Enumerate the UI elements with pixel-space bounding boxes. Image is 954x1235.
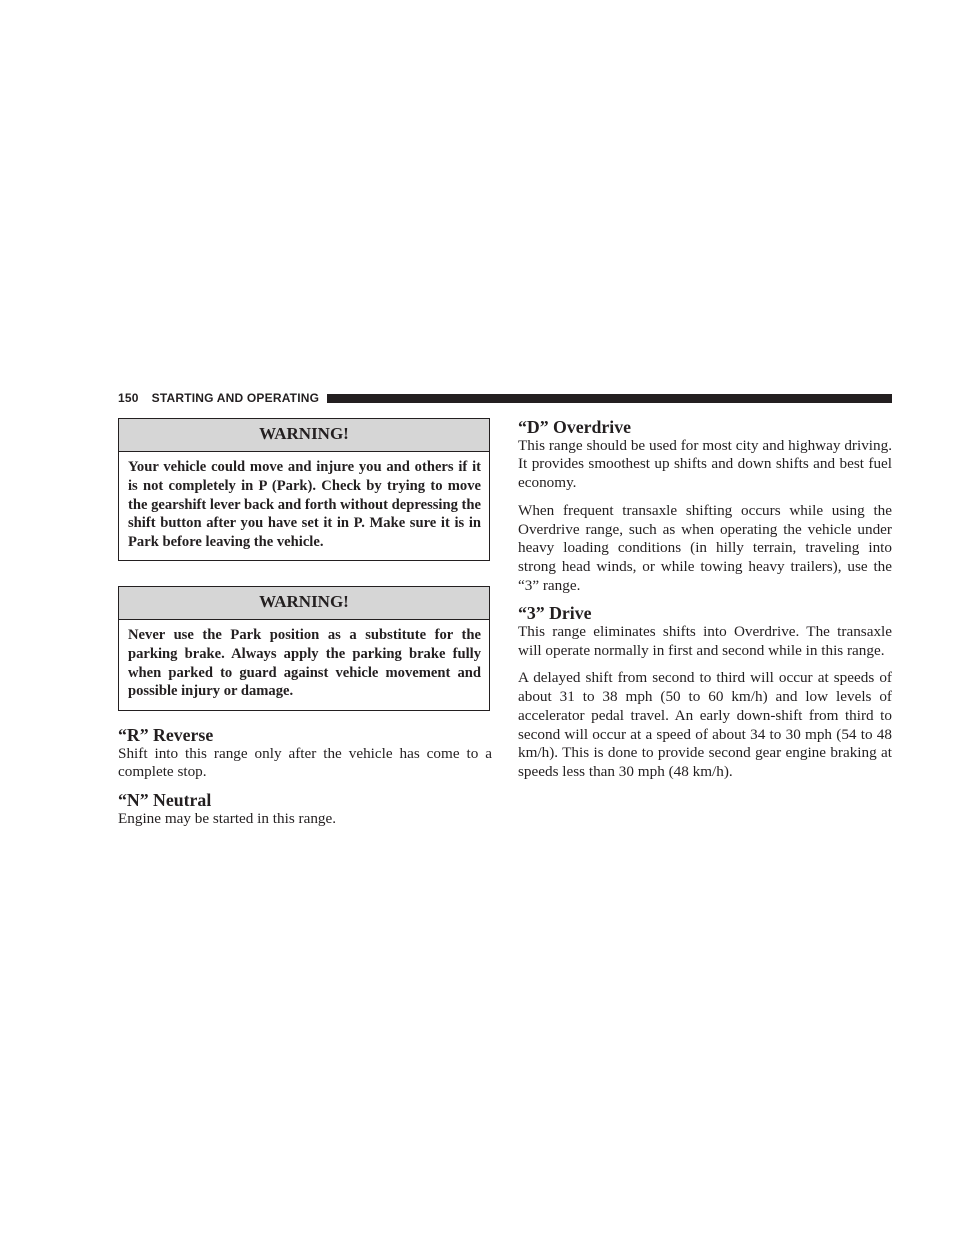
neutral-heading: “N” Neutral xyxy=(118,790,212,811)
warning-body: Never use the Park position as a substitute for the parking brake. Always apply the parking brake fully when parked to guard against vehicle movement and possible injury or damage. xyxy=(128,627,481,700)
page-number: 150 xyxy=(118,391,139,405)
overdrive-heading: “D” Overdrive xyxy=(518,417,631,437)
drive3-para-2: A delayed shift from second to third will occur at speeds of about 31 to 38 mph (50 to 60 km/h) and low levels of accelerator pedal travel. An early down-shift from third to second will occur at a speed of about 34 to 30 mph (54 to 48 km/h). This is done to provide second gear engine braking at speeds less than 30 mph (48 km/h). xyxy=(518,669,892,780)
reverse-heading: “R” Reverse xyxy=(118,725,214,745)
overdrive-para-1: This range should be used for most city and highway driving. It provides smoothest up shifts and down shifts and best fuel economy. xyxy=(518,436,892,492)
warning-body: Your vehicle could move and injure you and others if it is not completely in P (Park). Check by trying to move the gearshift lever back and forth without depressing the shift button after you have set it in P. Make sure it is in Park before leaving the vehicle. xyxy=(128,459,481,551)
drive3-heading: “3” Drive xyxy=(518,603,592,624)
overdrive-para-2: When frequent transaxle shifting occurs while using the Overdrive range, such as when operating the vehicle under heavy loading conditions (in hilly terrain, traveling into strong head winds, or while towing heavy trailers), use the “3” range. xyxy=(518,501,892,594)
reverse-text: Shift into this range only after the vehicle has come to a complete stop. xyxy=(118,744,492,781)
page-header xyxy=(118,389,892,407)
warning-title: WARNING! xyxy=(119,587,489,620)
left-column xyxy=(118,726,492,829)
section-title: STARTING AND OPERATING xyxy=(151,391,320,405)
header-rule xyxy=(327,394,892,403)
right-column xyxy=(518,418,892,782)
warning-box-park xyxy=(118,418,490,561)
drive3-para-1: This range eliminates shifts into Overdrive. The transaxle will operate normally in first and second while in this range. xyxy=(518,623,892,659)
warning-title: WARNING! xyxy=(119,419,489,452)
neutral-text: Engine may be started in this range. xyxy=(118,809,337,827)
warning-box-parking-brake xyxy=(118,586,490,711)
